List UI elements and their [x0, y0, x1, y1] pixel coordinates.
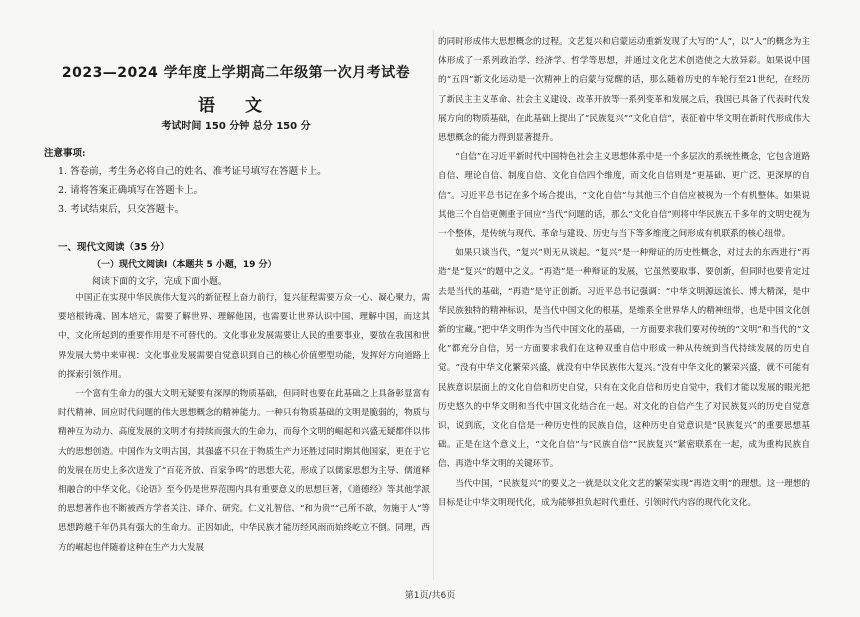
note-item: 3. 考试结束后，只交答题卡。	[58, 204, 185, 215]
notes-title: 注意事项:	[44, 148, 86, 159]
paragraph: 一个富有生命力的强大文明无疑要有深厚的物质基础，但同时也要在此基础之上具备彰显富有时代精神、回应时代问题的伟大思想概念的精神能力。一种只有物质基础的文明是脆弱的，物质与精神互为动力、高度发展的文明才有持续而强大的生命力，而每个文明的崛起和兴盛无疑都伴以伟大的思想创造。中国作为文明古国，其强盛不只在于物质生产力还胜过同时期其他国家，更在于它的发展在历史上多次迸发了“百花齐放、百家争鸣”的思想大花，形成了以儒家思想为主导、儒道释相融合的中华文化。《论语》至今仍是世界范围内具有重要意义的思想巨著，《道德经》等其他学派的思想著作也不断被西方学者关注、译介、研究。仁义礼智信、“和为贵”“己所不欲，勿施于人”等思想跨越千年仍具有强大的生命力。正因如此，中华民族才能历经风雨而始终屹立不倒。同理，西方的崛起也伴随着这种在生产力大发展	[58, 389, 430, 553]
note-item: 1. 答卷前，考生务必将自己的姓名、准考证号填写在答题卡上。	[58, 166, 327, 177]
paragraph: “自信”在习近平新时代中国特色社会主义思想体系中是一个多层次的系统性概念，它包含道路自信、理论自信、制度自信、文化自信四个维度，而文化自信则是“更基础、更广泛、更深厚的自信”。习近平总书记在多个场合提出，“文化自信”与其他三个自信应被视为一个有机整体。如果说其他三个自信更侧重于回应“当代”问题的话，那么“文化自信”则将中华民族五千多年的文明史视为一个整体，是传统与现代、革命与建设、历史与当下等多维度之间形成有机联系的核心纽带。	[438, 152, 810, 240]
paragraph: 当代中国，“民族复兴”的要义之一就是以文化文艺的繁荣实现“再造文明”的理想。这一理想的目标是让中华文明现代化，成为能够担负起时代重任、引领时代内容的现代化文化。	[438, 478, 810, 508]
section-subtitle: （一）现代文阅读Ⅰ（本题共 5 小题，19 分）	[92, 260, 277, 270]
section-title: 一、现代文阅读（35 分）	[58, 242, 170, 253]
paragraph: 中国正在实现中华民族伟大复兴的新征程上奋力前行，复兴征程需要万众一心、凝心聚力，需要培根铸魂、固本培元，需要了解世界、理解他国，也需要让世界认识中国、理解中国，而这其中，文化所起到的重要作用是不可替代的。文化事业发展需要让人民的重要事业，要放在我国和世界发展大势中来审视：文化事业发展需要自觉意识到自己的核心价值塑型功能，发挥好方向道路上的探索引领作用。	[58, 293, 430, 380]
left-column-text	[58, 289, 430, 577]
page-number: 第1页/共6页	[404, 591, 456, 601]
subject-title: 语 文	[198, 96, 274, 116]
reading-instruction: 阅读下面的文字，完成下面小题。	[92, 277, 228, 287]
paragraph: 的同时形成伟大思想概念的过程。文艺复兴和启蒙运动重新发现了大写的“人”，以“人”的概念为主体形成了一系列政治学、经济学、哲学等思想，并通过文化艺术创造使之大放异彩。如果说中国的“五四”新文化运动是一次精神上的启蒙与觉醒的话，那么随着历史的车轮行至21世纪，在经历了新民主主义革命、社会主义建设、改革开放等一系列变革和发展之后，我国已具备了代表时代发展方向的物质基础，在此基础上提出了“民族复兴”“文化自信”，表征着中华文明在新时代形成伟大思想概念的能力得到显著提升。	[438, 37, 810, 144]
exam-meta: 考试时间 150 分钟 总分 150 分	[161, 121, 311, 132]
note-item: 2. 请将答案正确填写在答题卡上。	[58, 185, 204, 196]
page-fold-divider	[433, 30, 434, 580]
exam-title: 2023—2024 学年度上学期高二年级第一次月考试卷	[61, 65, 411, 81]
right-column-text	[438, 33, 810, 578]
paragraph: 如果只谈当代，“复兴”则无从谈起。“复兴”是一种辩证的历史性概念，对过去的东西进行“再造”是“复兴”的题中之义。“再造”是一种辩证的发展，它虽然要取事、要创新，但同时也要肯定过去是当代的基础，“再造”是守正创新。习近平总书记强调：“中华文明源远流长、博大精深，是中华民族独特的精神标识，是当代中国文化的根基，是维系全世界华人的精神纽带，也是中国文化创新的宝藏。”把中华文明作为当代中国文化的基础，一方面要求我们要对传统的“文明”和当代的“文化”都充分自信，另一方面要求我们在这种双重自信中形成一种从传统到当代持续发展的历史自觉。“没有中华文化繁荣兴盛，就没有中华民族伟大复兴。”没有中华文化的繁荣兴盛，就不可能有民族意识层面上的文化自信和历史自觉，只有在文化自信和历史自觉中，我们才能以发展的眼光把历史悠久的中华文明和当代中国文化结合在一起。对文化的自信产生了对民族复兴的历史自觉意识，说到底，文化自信是一种历史性的民族自信，这种历史自觉意识是“民族复兴”的重要思想基础。正是在这个意义上，“文化自信”与“民族自信”“民族复兴”紧密联系在一起，成为重构民族自信、再造中华文明的关键环节。	[438, 248, 810, 470]
